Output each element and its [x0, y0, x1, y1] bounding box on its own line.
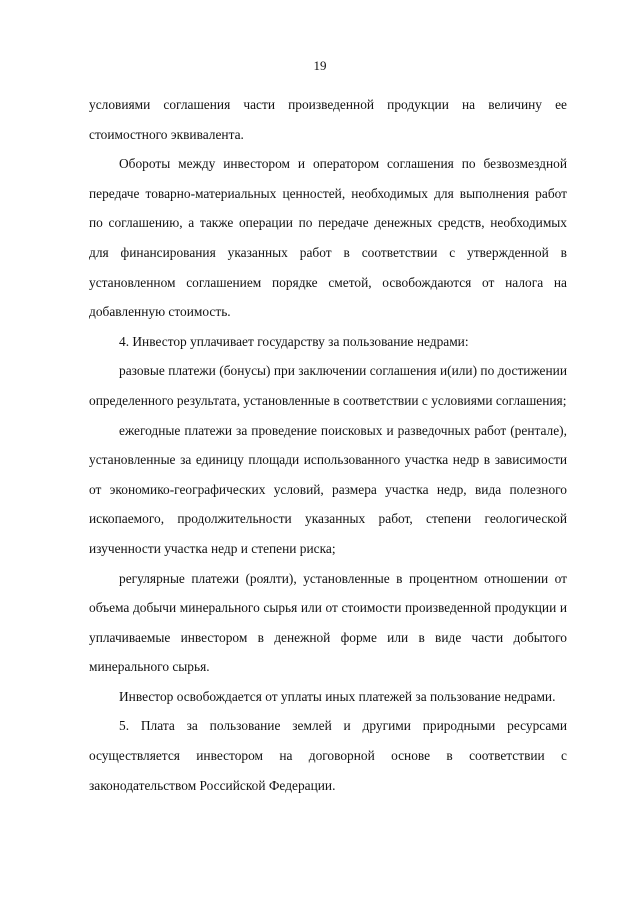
paragraph-royalties: регулярные платежи (роялти), установленные в процентном отношении от объема добычи минерального сырья или от стоимости произведенной продукции и уплачиваемые инвестором в денежной форме или в виде части добытого минерального сырья.: [89, 570, 567, 675]
paragraph-item-4-heading: 4. Инвестор уплачивает государству за пользование недрами:: [119, 333, 469, 349]
paragraph-exemption-other-payments: Инвестор освобождается от уплаты иных платежей за пользование недрами.: [119, 688, 556, 704]
paragraph-one-time-payments: разовые платежи (бонусы) при заключении соглашения и(или) по достижении определенного результата, установленные в соответствии с условиями соглашения;: [89, 363, 567, 408]
document-body: [89, 90, 567, 800]
paragraph-item-5: 5. Плата за пользование землей и другими природными ресурсами осуществляется инвестором на договорной основе в соответствии с законодательством Российской Федерации.: [89, 718, 567, 793]
paragraph-annual-payments: ежегодные платежи за проведение поисковых и разведочных работ (рентале), установленные за единицу площади использованного участка недр в зависимости от экономико-географических условий, размера участка недр, вида полезного ископаемого, продолжительности указанных работ, степени геологической изученности участка недр и степени риска;: [89, 422, 567, 556]
paragraph-vat-exemption: Обороты между инвестором и оператором соглашения по безвозмездной передаче товарно-материальных ценностей, необходимых для выполнения работ по соглашению, а также операции по передаче денежных средств, необходимых для финансирования указанных работ в соответствии с утвержденной в установленном соглашением порядке сметой, освобождаются от налога на добавленную стоимость.: [89, 156, 567, 320]
page-number: 19: [313, 58, 327, 73]
paragraph-continuation: условиями соглашения части произведенной продукции на величину ее стоимостного эквивалента.: [89, 97, 567, 142]
